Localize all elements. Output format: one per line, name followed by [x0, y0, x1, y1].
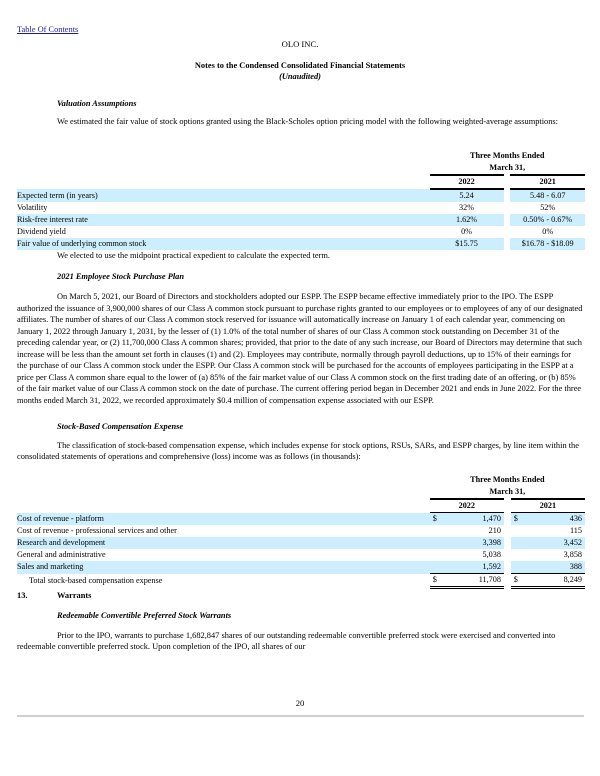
valuation-assumptions-table: [17, 150, 585, 250]
row-label: Risk-free interest rate: [17, 214, 430, 226]
value-2021: 115: [570, 526, 582, 535]
column-header-2022: 2022: [430, 499, 504, 513]
row-label: General and administrative: [17, 550, 106, 559]
table-row: [17, 561, 585, 574]
value-2022: 1,592: [442, 561, 504, 574]
total-2021: 8,249: [523, 574, 585, 588]
table-header-row: [17, 474, 585, 499]
note-number: 13.: [17, 591, 28, 600]
warrants-body: Prior to the IPO, warrants to purchase 1,682,847 shares of our outstanding redeemable convertible preferred stock were exercised and converted into redeemable convertible preferred stock. Upon completion of the IPO, all shares of our: [17, 631, 556, 652]
total-row: [17, 574, 585, 588]
value-2021: 0.50% - 0.67%: [510, 214, 585, 226]
expected-term-note: We elected to use the midpoint practical expedient to calculate the expected term.: [57, 251, 331, 260]
table-row: [17, 525, 585, 537]
value-2021: 5.48 - 6.07: [510, 189, 585, 202]
row-label: Cost of revenue - professional services and other: [17, 526, 177, 535]
page-subtitle: (Unaudited): [279, 72, 321, 81]
table-header-row: [17, 150, 585, 175]
period-header-line-1: Three Months Ended: [470, 151, 545, 160]
valuation-heading: Valuation Assumptions: [57, 99, 137, 108]
company-name: OLO INC.: [281, 39, 319, 49]
value-2021: $16.78 - $18.09: [510, 238, 585, 250]
value-2022: 5.24: [430, 189, 504, 202]
table-row: [17, 189, 585, 202]
year-header-row: [17, 175, 585, 189]
page-title: Notes to the Condensed Consolidated Financial Statements: [194, 61, 406, 70]
sbc-heading: Stock-Based Compensation Expense: [57, 422, 184, 431]
row-label: Cost of revenue - platform: [17, 513, 430, 526]
value-2022: 210: [488, 526, 501, 535]
period-header: [430, 150, 585, 175]
column-header-2021: 2021: [510, 175, 585, 189]
table-row: [17, 238, 585, 250]
table-row: [17, 513, 585, 526]
value-2022: 1.62%: [430, 214, 504, 226]
value-2021: 52%: [540, 203, 556, 212]
row-label: Fair value of underlying common stock: [17, 238, 430, 250]
valuation-intro: We estimated the fair value of stock options granted using the Black-Scholes option pricing model with the following weighted-average assumptions:: [57, 117, 559, 126]
row-label: Research and development: [17, 537, 430, 549]
value-2021: 436: [523, 513, 585, 526]
value-2022: 3,398: [442, 537, 504, 549]
value-2021: 0%: [542, 227, 554, 236]
currency-symbol: $: [430, 574, 442, 588]
column-header-2021: 2021: [511, 499, 585, 513]
value-2022: 1,470: [442, 513, 504, 526]
row-label: Expected term (in years): [17, 189, 430, 202]
period-header-line-2: March 31,: [489, 163, 526, 172]
year-header-row: [17, 499, 585, 513]
page-divider: [17, 715, 584, 717]
value-2022: $15.75: [430, 238, 504, 250]
espp-heading: 2021 Employee Stock Purchase Plan: [57, 272, 185, 281]
currency-symbol: $: [511, 513, 523, 526]
table-row: [17, 549, 585, 561]
value-2021: 388: [523, 561, 585, 574]
currency-symbol: $: [511, 574, 523, 588]
page-number: 20: [295, 698, 305, 708]
table-row: [17, 202, 585, 214]
value-2021: 3,858: [563, 550, 582, 559]
espp-body: On March 5, 2021, our Board of Directors and stockholders adopted our ESPP. The ESPP became effective immediately prior to the IPO. The ESPP authorized the issuance of 3,900,000 shares of our Class A common stock pursuant to purchase rights granted to our employees or to employees of any of our designated affiliates. The number of shares of our Class A common stock reserved for issuance will automatically increase on January 1 of each calendar year, commencing on January 1, 2022 through January 1, 2031, by the lesser of (1) 1.0% of the total number of shares of our Class A common stock outstanding on December 31 of the preceding calendar year, or (2) 11,700,000 Class A common shares; provided, that prior to the date of any such increase, our Board of Directors may determine that such increase will be less than the amount set forth in clauses (1) and (2). Employees may contribute, normally through payroll deductions, up to 15% of their earnings for the purchase of our Class A common stock under the ESPP. Our Class A common stock will be purchased for the accounts of employees participating in the ESPP at a price per Class A common share equal to the lower of (a) 85% of the fair market value of our Class A common stock on the first trading date of an offering, or (b) 85% of the fair market value of our Class A common stock on the date of purchase. The current offering period began in December 2021 and ends in June 2022. For the three months ended March 31, 2022, we recorded approximately $0.4 million of compensation expense associated with our ESPP.: [17, 292, 583, 405]
table-row: [17, 214, 585, 226]
value-2021: 3,452: [523, 537, 585, 549]
value-2022: 0%: [461, 227, 472, 236]
column-header-2022: 2022: [430, 175, 504, 189]
period-header: [430, 474, 585, 499]
warrants-subheading: Redeemable Convertible Preferred Stock Warrants: [57, 611, 232, 620]
row-label: Volatility: [17, 203, 48, 212]
currency-symbol: $: [430, 513, 442, 526]
period-header-line-1: Three Months Ended: [470, 475, 545, 484]
total-label: Total stock-based compensation expense: [29, 575, 163, 585]
value-2022: 5,038: [482, 550, 501, 559]
stock-compensation-table: [17, 474, 585, 589]
period-header-line-2: March 31,: [489, 487, 526, 496]
value-2022: 32%: [459, 203, 475, 212]
table-row: [17, 537, 585, 549]
warrants-heading: Warrants: [57, 591, 92, 600]
sbc-intro: The classification of stock-based compensation expense, which includes expense for stock options, RSUs, SARs, and ESPP charges, by line item within the consolidated statements of operations and comprehensive (loss) income was as follows (in thousands):: [17, 441, 579, 462]
total-2022: 11,708: [442, 574, 504, 588]
row-label: Sales and marketing: [17, 561, 430, 574]
table-row: [17, 226, 585, 238]
table-of-contents-link[interactable]: Table Of Contents: [17, 25, 79, 34]
row-label: Dividend yield: [17, 227, 66, 236]
